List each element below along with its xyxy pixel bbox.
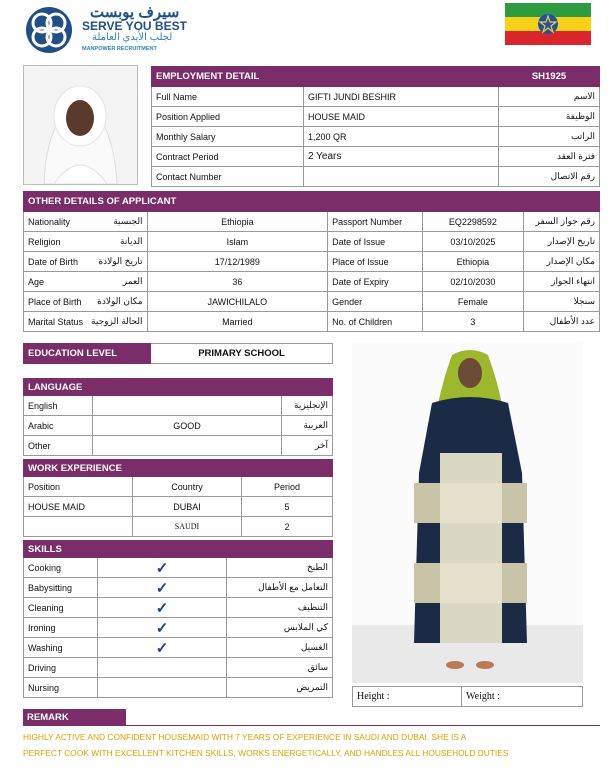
cell-value: Married [147, 312, 328, 332]
skill-name-ar: التنظيف [227, 598, 333, 618]
skill-name: Nursing [24, 678, 98, 698]
weight-label: Weight : [462, 687, 583, 707]
work-country: SAUDI [133, 517, 242, 537]
cell-label: Age [24, 272, 88, 292]
cell-label-ar: انتهاء الجواز [524, 272, 600, 292]
skill-check-icon [98, 678, 227, 698]
table-row [24, 272, 600, 292]
cell-value: EQ2298592 [422, 212, 524, 232]
height-label: Height : [353, 687, 462, 707]
cell-label: Marital Status [24, 312, 88, 332]
row-label: Contract Period [152, 147, 304, 167]
language-name: Arabic [24, 416, 93, 436]
language-name-ar: آخر [282, 436, 333, 456]
full-photo-image-icon [352, 343, 583, 683]
table-row [24, 558, 333, 578]
cell-value: Ethiopia [147, 212, 328, 232]
row-label-ar: الاسم [499, 87, 600, 107]
column-header: Position [24, 477, 133, 497]
work-country: DUBAI [133, 497, 242, 517]
cell-label-ar: الجنسية [87, 212, 147, 232]
table-row [24, 477, 333, 497]
cell-label-ar: تاريخ الولادة [87, 252, 147, 272]
skill-check-icon: ✓ [98, 638, 227, 658]
row-value: 2 Years [304, 147, 499, 167]
other-details-title: OTHER DETAILS OF APPLICANT [24, 192, 600, 212]
cell-label: Date of Expiry [328, 272, 422, 292]
skill-check-icon: ✓ [98, 578, 227, 598]
table-row [24, 658, 333, 678]
education-table [23, 343, 333, 364]
language-level [93, 436, 282, 456]
skill-name: Washing [24, 638, 98, 658]
company-name-ar: سيرف يوبست [90, 4, 180, 21]
work-position [24, 517, 133, 537]
skill-name: Driving [24, 658, 98, 678]
company-logo [22, 5, 197, 55]
work-period: 2 [242, 517, 333, 537]
work-period: 5 [242, 497, 333, 517]
cell-label-ar: العمر [87, 272, 147, 292]
table-row [24, 416, 333, 436]
table-row [152, 107, 600, 127]
measurements-table [352, 686, 583, 707]
table-row [24, 598, 333, 618]
cell-label: Date of Issue [328, 232, 422, 252]
table-row [24, 517, 333, 537]
cell-value: Islam [147, 232, 328, 252]
language-name-ar: العربية [282, 416, 333, 436]
table-row [152, 147, 600, 167]
skill-name: Cleaning [24, 598, 98, 618]
row-label-ar: الوظيفة [499, 107, 600, 127]
cell-value: 17/12/1989 [147, 252, 328, 272]
company-sub-ar: لجلب الأيدي العاملة [92, 32, 173, 43]
row-value [304, 167, 499, 187]
language-name: English [24, 396, 93, 416]
row-value: 1,200 QR [304, 127, 499, 147]
cell-label-ar: رقم جواز السفر [524, 212, 600, 232]
table-row [24, 436, 333, 456]
row-label-ar: الراتب [499, 127, 600, 147]
language-level [93, 396, 282, 416]
cell-label: Passport Number [328, 212, 422, 232]
skill-name-ar: سائق [227, 658, 333, 678]
table-row [152, 87, 600, 107]
table-row [24, 212, 600, 232]
table-row [24, 497, 333, 517]
cell-value: JAWICHILALO [147, 292, 328, 312]
cell-label: Religion [24, 232, 88, 252]
table-row [24, 292, 600, 312]
cell-label: Nationality [24, 212, 88, 232]
company-sub-en: MANPOWER RECRUITMENT [82, 46, 157, 52]
applicant-code: SH1925 [499, 67, 600, 87]
table-row [24, 396, 333, 416]
table-row [24, 638, 333, 658]
row-label-ar: فترة العقد [499, 147, 600, 167]
education-value: PRIMARY SCHOOL [151, 344, 333, 364]
table-row [24, 232, 600, 252]
skill-name: Cooking [24, 558, 98, 578]
cell-label: Place of Issue [328, 252, 422, 272]
company-name-en: SERVE YOU BEST [82, 19, 187, 33]
skill-name-ar: الغسيل [227, 638, 333, 658]
cell-label-ar: مكان الولادة [87, 292, 147, 312]
work-position: HOUSE MAID [24, 497, 133, 517]
remark-text-line1: HIGHLY ACTIVE AND CONFIDENT HOUSEMAID WITH 7 YEARS OF EXPERIENCE IN SAUDI AND DUBAI. SHE IS A [23, 732, 467, 742]
cell-value: 36 [147, 272, 328, 292]
logo-mark-icon [22, 5, 76, 55]
row-label-ar: رقم الاتصال [499, 167, 600, 187]
table-row [24, 618, 333, 638]
language-level: GOOD [93, 416, 282, 436]
row-label: Monthly Salary [152, 127, 304, 147]
cell-value: Female [422, 292, 524, 312]
work-experience-table [23, 459, 333, 537]
column-header: Country [133, 477, 242, 497]
row-value: HOUSE MAID [304, 107, 499, 127]
row-value: GIFTI JUNDI BESHIR [304, 87, 499, 107]
skills-title: SKILLS [24, 541, 333, 558]
skill-name-ar: كي الملابس [227, 618, 333, 638]
employment-detail-table [151, 66, 600, 187]
skill-check-icon: ✓ [98, 598, 227, 618]
cell-label-ar: عدد الأطفال [524, 312, 600, 332]
skill-check-icon [98, 658, 227, 678]
table-row [24, 252, 600, 272]
table-row [24, 678, 333, 698]
education-title: EDUCATION LEVEL [24, 344, 151, 364]
cell-label-ar: مكان الإصدار [524, 252, 600, 272]
row-label: Contact Number [152, 167, 304, 187]
language-name-ar: الإنجليزية [282, 396, 333, 416]
remark-title: REMARK [23, 709, 126, 726]
row-label: Full Name [152, 87, 304, 107]
language-name: Other [24, 436, 93, 456]
cell-value: Ethiopia [422, 252, 524, 272]
table-row [152, 127, 600, 147]
skill-name: Babysitting [24, 578, 98, 598]
language-table [23, 378, 333, 456]
ethiopia-flag-icon [505, 3, 591, 45]
row-label: Position Applied [152, 107, 304, 127]
applicant-portrait [23, 65, 138, 185]
cell-label: Date of Birth [24, 252, 88, 272]
portrait-image-icon [24, 66, 137, 184]
remark-section [23, 709, 600, 758]
skill-name: Ironing [24, 618, 98, 638]
language-title: LANGUAGE [24, 379, 333, 396]
column-header: Period [242, 477, 333, 497]
cell-value: 03/10/2025 [422, 232, 524, 252]
cell-label-ar: تاريخ الإصدار [524, 232, 600, 252]
skill-check-icon: ✓ [98, 618, 227, 638]
skill-name-ar: التعامل مع الأطفال [227, 578, 333, 598]
skill-check-icon: ✓ [98, 558, 227, 578]
employment-title: EMPLOYMENT DETAIL [152, 67, 499, 87]
other-details-table [23, 191, 600, 332]
cell-label: Place of Birth [24, 292, 88, 312]
cell-value: 02/10/2030 [422, 272, 524, 292]
remark-text-line2: PERFECT COOK WITH EXCELLENT KITCHEN SKILLS, WORKS ENERGETICALLY, AND HANDLES ALL HOUSEHOLD DUTIES [23, 748, 509, 758]
table-row [24, 312, 600, 332]
table-row [24, 578, 333, 598]
work-title: WORK EXPERIENCE [24, 460, 333, 477]
skills-table [23, 540, 333, 698]
cell-label: No. of Children [328, 312, 422, 332]
applicant-full-photo [352, 343, 583, 683]
table-row [152, 167, 600, 187]
cell-value: 3 [422, 312, 524, 332]
skill-name-ar: الطبخ [227, 558, 333, 578]
cell-label: Gender [328, 292, 422, 312]
cell-label-ar: الحالة الزوجية [87, 312, 147, 332]
cell-label-ar: الديانة [87, 232, 147, 252]
skill-name-ar: التمريض [227, 678, 333, 698]
cell-label-ar: سنجلا [524, 292, 600, 312]
